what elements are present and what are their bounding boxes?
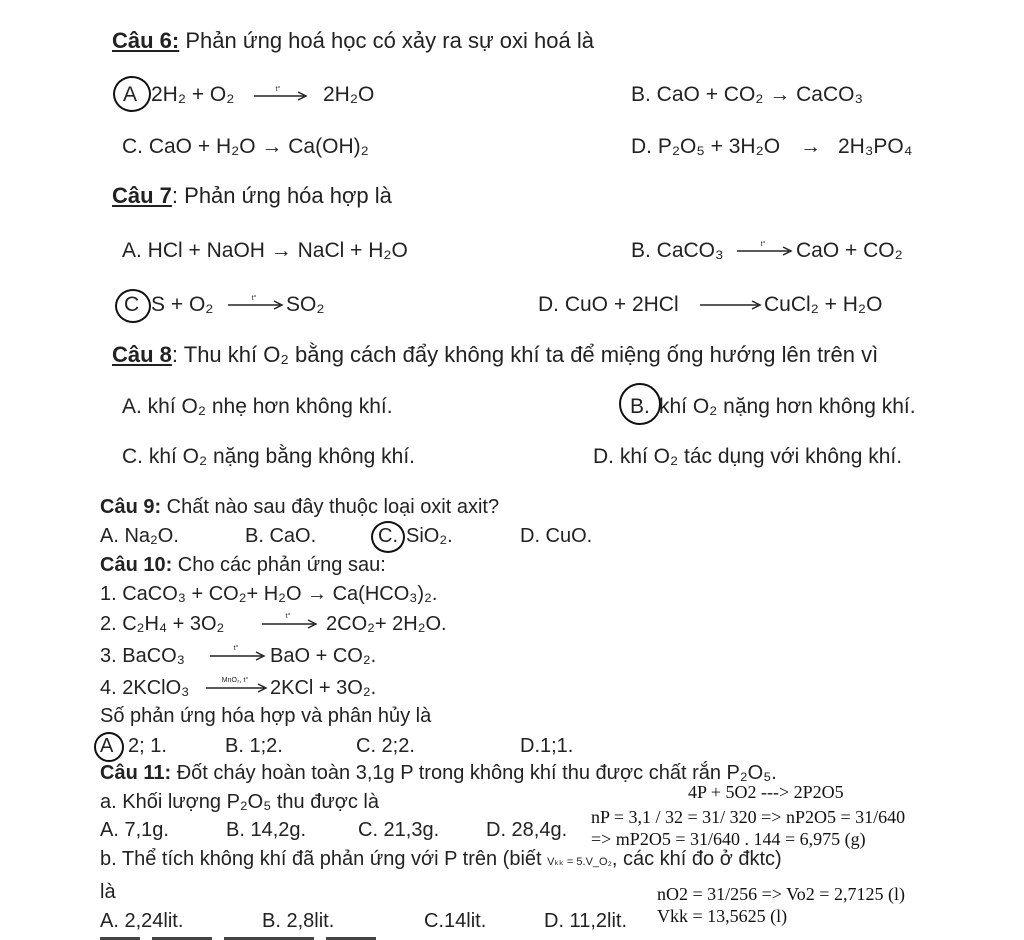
q11-b-opt-b: B. 2,8lit. xyxy=(262,910,335,932)
q11-b-opt-a: A. 2,24lit. xyxy=(100,910,184,932)
q11-label: Câu 11: xyxy=(100,762,172,784)
q8-label: Câu 8 xyxy=(112,342,172,367)
q10-opt-d: D.1;1. xyxy=(520,735,574,757)
q7-opt-c-right: SO₂ xyxy=(286,293,325,316)
q8-opt-b-text: khí O₂ nặng hơn không khí. xyxy=(659,395,916,418)
q10-heading xyxy=(100,555,386,575)
q11-b-opt-c: C.14lit. xyxy=(424,910,487,932)
q9-label: Câu 9: xyxy=(100,496,162,518)
q6-label: Câu 6: xyxy=(112,28,180,53)
q10-opt-b: B. 1;2. xyxy=(225,735,283,757)
q10-reaction-3-left: 3. BaCO₃ xyxy=(100,645,185,667)
q6-heading xyxy=(112,30,594,52)
q7-opt-d-arrow xyxy=(698,290,764,312)
q10-reaction-2-cond: t° xyxy=(285,613,291,620)
q10-reaction-3-cond: t° xyxy=(233,645,239,652)
q11-text: Đốt cháy hoàn toàn 3,1g P trong không khí thu được chất rắn P₂O₅. xyxy=(171,762,777,784)
q11-part-b-pre: b. Thể tích không khí đã phản ứng với P trên (biết xyxy=(100,848,548,870)
q11-a-opt-c: C. 21,3g. xyxy=(358,819,440,841)
q10-opt-a-letter: A xyxy=(100,735,114,757)
q7-opt-c-letter: C xyxy=(124,293,140,316)
q6-opt-d-arrow: → xyxy=(800,135,821,158)
q6-opt-a-cond: t° xyxy=(275,86,281,93)
q11-b-opt-d: D. 11,2lit. xyxy=(544,910,627,932)
q6-opt-d-right: 2H₃PO₄ xyxy=(838,135,913,158)
q10-opt-c: C. 2;2. xyxy=(356,735,415,757)
q8-opt-d: D. khí O₂ tác dụng với không khí. xyxy=(593,445,903,468)
q6-text: Phản ứng hoá học có xảy ra sự oxi hoá là xyxy=(185,28,594,53)
q7-opt-b-left: B. CaCO₃ xyxy=(631,239,724,262)
q10-reaction-1: 1. CaCO₃ + CO₂+ H₂O → Ca(HCO₃)₂. xyxy=(100,583,438,605)
annotation-equation: 4P + 5O2 ---> 2P2O5 xyxy=(688,782,844,802)
q7-opt-a: A. HCl + NaOH → NaCl + H₂O xyxy=(122,239,408,262)
annotation-line-3: nO2 = 31/256 => Vo2 = 2,7125 (l) xyxy=(657,884,905,904)
q8-opt-c: C. khí O₂ nặng bằng không khí. xyxy=(122,445,416,468)
q8-opt-b-letter: B. xyxy=(630,395,650,418)
q6-opt-b: B. CaO + CO₂ → CaCO₃ xyxy=(631,83,864,106)
annotation-line-1: nP = 3,1 / 32 = 31/ 320 => nP2O5 = 31/640 xyxy=(591,807,906,827)
q11-part-b-post: , các khí đo ở đktc) xyxy=(611,848,782,870)
q9-text: Chất nào sau đây thuộc loại oxit axit? xyxy=(161,496,500,518)
q7-text: : Phản ứng hóa hợp là xyxy=(171,183,392,208)
q10-reaction-3-arrow xyxy=(208,640,268,662)
q8-text: : Thu khí O₂ bằng cách đẩy không khí ta để miệng ống hướng lên trên vì xyxy=(171,342,879,367)
q10-reaction-2-right: 2CO₂+ 2H₂O. xyxy=(326,613,447,635)
q11-a-opt-d: D. 28,4g. xyxy=(486,819,568,841)
q7-label: Câu 7 xyxy=(112,183,172,208)
q8-heading xyxy=(112,344,878,366)
q6-opt-a-arrow xyxy=(252,82,310,104)
q6-opt-d-left: D. P₂O₅ + 3H₂O xyxy=(631,135,781,158)
q7-opt-c-left: S + O₂ xyxy=(151,293,214,316)
q10-reaction-4-cond: MnO₂, t° xyxy=(221,677,249,684)
q11-part-b xyxy=(100,849,782,869)
q10-reaction-4-right: 2KCl + 3O₂. xyxy=(270,677,377,699)
annotation-line-2: => mP2O5 = 31/640 . 144 = 6,975 (g) xyxy=(591,829,866,849)
cropped-next-line xyxy=(100,936,400,940)
q9-opt-b: B. CaO. xyxy=(245,525,317,547)
q9-opt-c-text: SiO₂. xyxy=(406,525,453,547)
q11-a-opt-b: B. 14,2g. xyxy=(226,819,307,841)
q7-opt-c-arrow xyxy=(226,290,286,312)
q9-opt-d: D. CuO. xyxy=(520,525,593,547)
q10-label: Câu 10: xyxy=(100,554,173,576)
q7-opt-d-right: CuCl₂ + H₂O xyxy=(764,293,883,316)
q10-opt-a-text: 2; 1. xyxy=(128,735,167,757)
q7-opt-b-arrow xyxy=(735,236,795,258)
q7-opt-d-left: D. CuO + 2HCl xyxy=(538,293,679,316)
q6-opt-a-left: 2H₂ + O₂ xyxy=(151,83,235,106)
q6-opt-c: C. CaO + H₂O → Ca(OH)₂ xyxy=(122,135,369,158)
q10-reaction-3-right: BaO + CO₂. xyxy=(270,645,377,667)
q9-heading xyxy=(100,497,499,517)
q10-reaction-4-arrow xyxy=(204,672,270,694)
q7-opt-b-right: CaO + CO₂ xyxy=(796,239,903,262)
q11-heading xyxy=(100,763,777,783)
q8-opt-a: A. khí O₂ nhẹ hơn không khí. xyxy=(122,395,393,418)
q9-opt-a: A. Na₂O. xyxy=(100,525,179,547)
q7-heading xyxy=(112,185,392,207)
q10-question: Số phản ứng hóa hợp và phân hủy là xyxy=(100,705,432,727)
q10-text: Cho các phản ứng sau: xyxy=(172,554,386,576)
q11-part-b-formula: Vₖₖ = 5.V_O₂ xyxy=(547,856,612,868)
annotation-line-4: Vkk = 13,5625 (l) xyxy=(657,906,788,926)
q10-reaction-2-arrow xyxy=(260,608,320,630)
q10-reaction-4-left: 4. 2KClO₃ xyxy=(100,677,190,699)
q6-opt-a-right: 2H₂O xyxy=(323,83,375,106)
q10-reaction-2-left: 2. C₂H₄ + 3O₂ xyxy=(100,613,225,635)
q11-a-opt-a: A. 7,1g. xyxy=(100,819,169,841)
q7-opt-c-cond: t° xyxy=(251,295,257,302)
q9-opt-c-letter: C. xyxy=(378,525,398,547)
q7-opt-b-cond: t° xyxy=(760,241,766,248)
q6-opt-a-letter: A xyxy=(123,83,138,106)
q11-part-a: a. Khối lượng P₂O₅ thu được là xyxy=(100,791,379,813)
q11-part-b-la: là xyxy=(100,881,116,903)
